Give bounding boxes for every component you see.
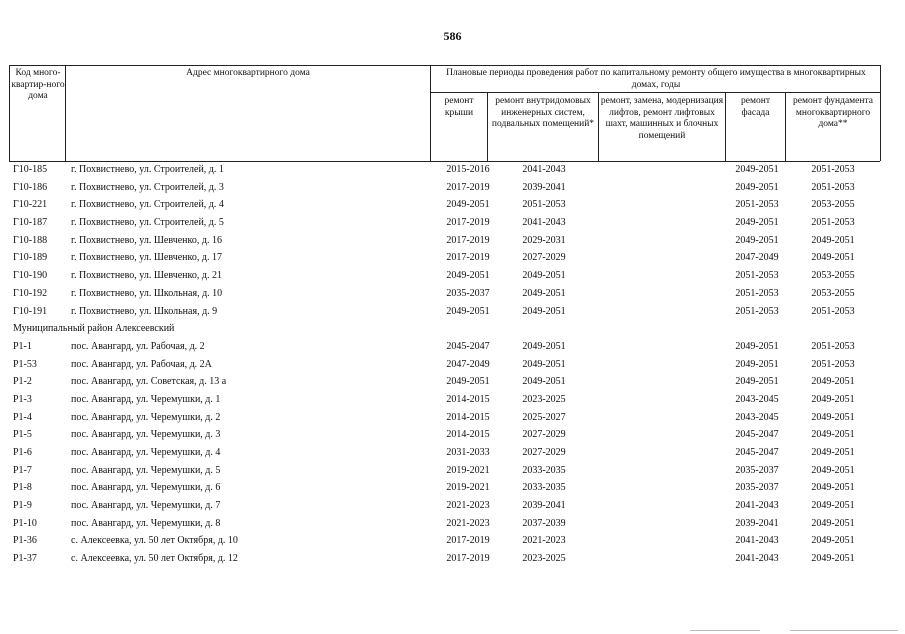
cell-engineering: 2041-2043 <box>522 164 566 175</box>
cell-engineering: 2049-2051 <box>522 358 566 370</box>
cell-engineering: 2037-2039 <box>522 517 566 529</box>
cell-foundation: 2049-2051 <box>811 234 855 246</box>
cell-address: пос. Авангард, ул. Черемушки, д. 2 <box>71 411 221 423</box>
cell-engineering: 2049-2051 <box>522 376 566 388</box>
cell-address: пос. Авангард, ул. Черемушки, д. 1 <box>71 393 221 405</box>
periods-subheader-line <box>430 92 880 93</box>
cell-engineering: 2049-2051 <box>522 287 566 299</box>
cell-address: пос. Авангард, ул. Рабочая, д. 2А <box>71 358 212 370</box>
cell-engineering: 2049-2051 <box>522 340 566 352</box>
table-row <box>9 515 889 533</box>
cell-roof: 2019-2021 <box>446 464 490 476</box>
cell-roof: 2021-2023 <box>446 500 490 512</box>
cell-facade: 2041-2043 <box>735 500 779 512</box>
table-row <box>9 479 889 497</box>
cell-code: Р1-7 <box>13 464 32 476</box>
cell-roof: 2049-2051 <box>446 270 490 282</box>
cell-code: Г10-192 <box>13 287 48 299</box>
cell-address: пос. Авангард, ул. Советская, д. 13 а <box>71 376 227 388</box>
cell-foundation: 2051-2053 <box>811 305 855 317</box>
table-body <box>9 161 889 568</box>
cell-foundation: 2053-2055 <box>811 270 855 282</box>
cell-facade: 2051-2053 <box>735 287 779 299</box>
cell-engineering: 2039-2041 <box>522 500 566 512</box>
cell-address: г. Похвистнево, ул. Строителей, д. 4 <box>71 199 224 211</box>
table-row <box>9 303 889 321</box>
cell-facade: 2051-2053 <box>735 199 779 211</box>
cell-foundation: 2049-2051 <box>811 252 855 264</box>
header-top-border <box>9 65 880 66</box>
cell-address: пос. Авангард, ул. Черемушки, д. 4 <box>71 447 221 458</box>
table-row <box>9 373 889 391</box>
table-row <box>9 409 889 427</box>
table-row <box>9 426 889 444</box>
table-row <box>9 356 889 374</box>
cell-address: г. Похвистнево, ул. Шевченко, д. 17 <box>71 252 222 264</box>
cell-foundation: 2049-2051 <box>811 500 855 512</box>
cell-foundation: 2049-2051 <box>811 517 855 529</box>
cell-roof: 2047-2049 <box>446 358 490 370</box>
header-periods: Плановые периоды проведения работ по капитальному ремонту общего имущества в многоквартирных домах, годы <box>446 68 866 90</box>
cell-roof: 2019-2021 <box>446 482 490 494</box>
cell-code: Г10-186 <box>13 181 48 193</box>
cell-engineering: 2027-2029 <box>522 447 566 458</box>
cell-code: Г10-187 <box>13 217 48 229</box>
cell-facade: 2049-2051 <box>735 164 779 175</box>
cell-roof: 2045-2047 <box>446 340 490 352</box>
cell-code: Р1-5 <box>13 429 32 441</box>
cell-facade: 2049-2051 <box>735 358 779 370</box>
table-row <box>9 214 889 232</box>
cell-roof: 2021-2023 <box>446 517 490 529</box>
cell-foundation: 2049-2051 <box>811 535 855 547</box>
table-row <box>9 267 889 285</box>
cell-address: г. Похвистнево, ул. Строителей, д. 5 <box>71 217 224 229</box>
cell-address: г. Похвистнево, ул. Строителей, д. 3 <box>71 181 224 193</box>
header-facade: ремонт фасада <box>741 96 770 118</box>
cell-code: Р1-53 <box>13 358 37 370</box>
cell-address: пос. Авангард, ул. Рабочая, д. 2 <box>71 340 205 352</box>
cell-engineering: 2023-2025 <box>522 393 566 405</box>
cell-facade: 2043-2045 <box>735 393 779 405</box>
table-row <box>9 550 889 568</box>
table-row <box>9 391 889 409</box>
page-number: 586 <box>443 29 462 43</box>
cell-code: Р1-8 <box>13 482 32 494</box>
cell-facade: 2049-2051 <box>735 181 779 193</box>
cell-roof: 2017-2019 <box>446 553 490 565</box>
rows-group-pokhvistnevo <box>9 161 889 320</box>
cell-engineering: 2049-2051 <box>522 270 566 282</box>
cell-roof: 2017-2019 <box>446 252 490 264</box>
cell-foundation: 2051-2053 <box>811 340 855 352</box>
cell-code: Р1-4 <box>13 411 32 423</box>
cell-foundation: 2051-2053 <box>811 217 855 229</box>
cell-address: г. Похвистнево, ул. Школьная, д. 10 <box>71 287 223 299</box>
cell-foundation: 2053-2055 <box>811 287 855 299</box>
cell-facade: 2049-2051 <box>735 340 779 352</box>
cell-facade: 2049-2051 <box>735 234 779 246</box>
cell-code: Г10-188 <box>13 234 48 246</box>
cell-facade: 2039-2041 <box>735 517 779 529</box>
header-lifts: ремонт, замена, модернизация лифтов, ремонт лифтовых шахт, машинных и блочных помещений <box>600 96 724 141</box>
cell-facade: 2049-2051 <box>735 376 779 388</box>
cell-engineering: 2027-2029 <box>522 429 566 441</box>
cell-roof: 2017-2019 <box>446 234 490 246</box>
cell-foundation: 2049-2051 <box>811 553 855 565</box>
cell-engineering: 2027-2029 <box>522 252 566 264</box>
cell-code: Р1-3 <box>13 393 32 405</box>
cell-foundation: 2051-2053 <box>811 164 855 175</box>
cell-foundation: 2049-2051 <box>811 376 855 388</box>
cell-address: с. Алексеевка, ул. 50 лет Октября, д. 10 <box>71 535 238 547</box>
table-row <box>9 532 889 550</box>
cell-facade: 2035-2037 <box>735 464 779 476</box>
table-row <box>9 161 889 179</box>
footer-rule-left <box>690 630 760 631</box>
cell-engineering: 2023-2025 <box>522 553 566 565</box>
cell-engineering: 2041-2043 <box>522 217 566 229</box>
header-engineering: ремонт внутридомовых инженерных систем, подвальных помещений* <box>491 96 595 129</box>
cell-roof: 2014-2015 <box>446 393 490 405</box>
table-row <box>9 249 889 267</box>
header-code: Код много-квартир-ного дома <box>11 68 65 101</box>
cell-code: Г10-185 <box>13 164 48 175</box>
cell-address: г. Похвистнево, ул. Шевченко, д. 21 <box>71 270 222 282</box>
cell-roof: 2017-2019 <box>446 181 490 193</box>
header-roof: ремонт крыши <box>444 96 474 118</box>
rows-group-alekseevsky <box>9 338 889 568</box>
cell-foundation: 2051-2053 <box>811 358 855 370</box>
header-right-border <box>880 65 881 161</box>
table-row <box>9 444 889 462</box>
table-row <box>9 196 889 214</box>
cell-code: Р1-36 <box>13 535 37 547</box>
cell-roof: 2015-2016 <box>446 164 490 175</box>
cell-code: Г10-189 <box>13 252 48 264</box>
cell-roof: 2017-2019 <box>446 217 490 229</box>
cell-code: Р1-37 <box>13 553 37 565</box>
cell-roof: 2049-2051 <box>446 199 490 211</box>
cell-address: пос. Авангард, ул. Черемушки, д. 3 <box>71 429 221 441</box>
cell-engineering: 2029-2031 <box>522 234 566 246</box>
cell-foundation: 2049-2051 <box>811 447 855 458</box>
cell-facade: 2041-2043 <box>735 553 779 565</box>
cell-facade: 2043-2045 <box>735 411 779 423</box>
table-header <box>9 65 880 161</box>
section-title: Муниципальный район Алексеевский <box>13 323 175 335</box>
cell-engineering: 2049-2051 <box>522 305 566 317</box>
cell-foundation: 2049-2051 <box>811 464 855 476</box>
cell-engineering: 2051-2053 <box>522 199 566 211</box>
table-row <box>9 497 889 515</box>
cell-roof: 2031-2033 <box>446 447 490 458</box>
cell-facade: 2041-2043 <box>735 535 779 547</box>
cell-roof: 2014-2015 <box>446 429 490 441</box>
divider-engineering <box>598 92 599 161</box>
cell-facade: 2047-2049 <box>735 252 779 264</box>
cell-address: пос. Авангард, ул. Черемушки, д. 6 <box>71 482 221 494</box>
cell-code: Р1-9 <box>13 500 32 512</box>
cell-roof: 2049-2051 <box>446 305 490 317</box>
cell-code: Р1-6 <box>13 447 32 458</box>
table-row <box>9 232 889 250</box>
cell-address: с. Алексеевка, ул. 50 лет Октября, д. 12 <box>71 553 238 565</box>
cell-facade: 2049-2051 <box>735 217 779 229</box>
table-row <box>9 338 889 356</box>
cell-code: Р1-2 <box>13 376 32 388</box>
cell-code: Г10-191 <box>13 305 48 317</box>
header-address: Адрес многоквартирного дома <box>186 68 310 78</box>
table-row <box>9 285 889 303</box>
header-foundation: ремонт фундамента многоквартирного дома** <box>793 96 873 129</box>
cell-foundation: 2053-2055 <box>811 199 855 211</box>
table-row <box>9 462 889 480</box>
cell-facade: 2035-2037 <box>735 482 779 494</box>
cell-code: Г10-190 <box>13 270 48 282</box>
cell-foundation: 2051-2053 <box>811 181 855 193</box>
cell-address: г. Похвистнево, ул. Шевченко, д. 16 <box>71 234 222 246</box>
cell-engineering: 2025-2027 <box>522 411 566 423</box>
cell-code: Р1-10 <box>13 517 37 529</box>
cell-facade: 2045-2047 <box>735 429 779 441</box>
cell-roof: 2049-2051 <box>446 376 490 388</box>
table-row <box>9 179 889 197</box>
cell-engineering: 2039-2041 <box>522 181 566 193</box>
cell-engineering: 2021-2023 <box>522 535 566 547</box>
cell-foundation: 2049-2051 <box>811 393 855 405</box>
cell-engineering: 2033-2035 <box>522 464 566 476</box>
cell-facade: 2051-2053 <box>735 270 779 282</box>
cell-code: Г10-221 <box>13 199 48 211</box>
cell-roof: 2017-2019 <box>446 535 490 547</box>
cell-foundation: 2049-2051 <box>811 411 855 423</box>
footer-rule-right <box>790 630 898 631</box>
cell-roof: 2035-2037 <box>446 287 490 299</box>
cell-facade: 2051-2053 <box>735 305 779 317</box>
cell-foundation: 2049-2051 <box>811 429 855 441</box>
cell-code: Р1-1 <box>13 340 32 352</box>
cell-facade: 2045-2047 <box>735 447 779 458</box>
cell-foundation: 2049-2051 <box>811 482 855 494</box>
cell-address: пос. Авангард, ул. Черемушки, д. 5 <box>71 464 221 476</box>
cell-address: пос. Авангард, ул. Черемушки, д. 8 <box>71 517 221 529</box>
divider-roof <box>487 92 488 161</box>
cell-engineering: 2033-2035 <box>522 482 566 494</box>
cell-address: пос. Авангард, ул. Черемушки, д. 7 <box>71 500 221 512</box>
cell-address: г. Похвистнево, ул. Школьная, д. 9 <box>71 305 218 317</box>
cell-roof: 2014-2015 <box>446 411 490 423</box>
cell-address: г. Похвистнево, ул. Строителей, д. 1 <box>71 164 224 175</box>
header-left-border <box>9 65 10 161</box>
